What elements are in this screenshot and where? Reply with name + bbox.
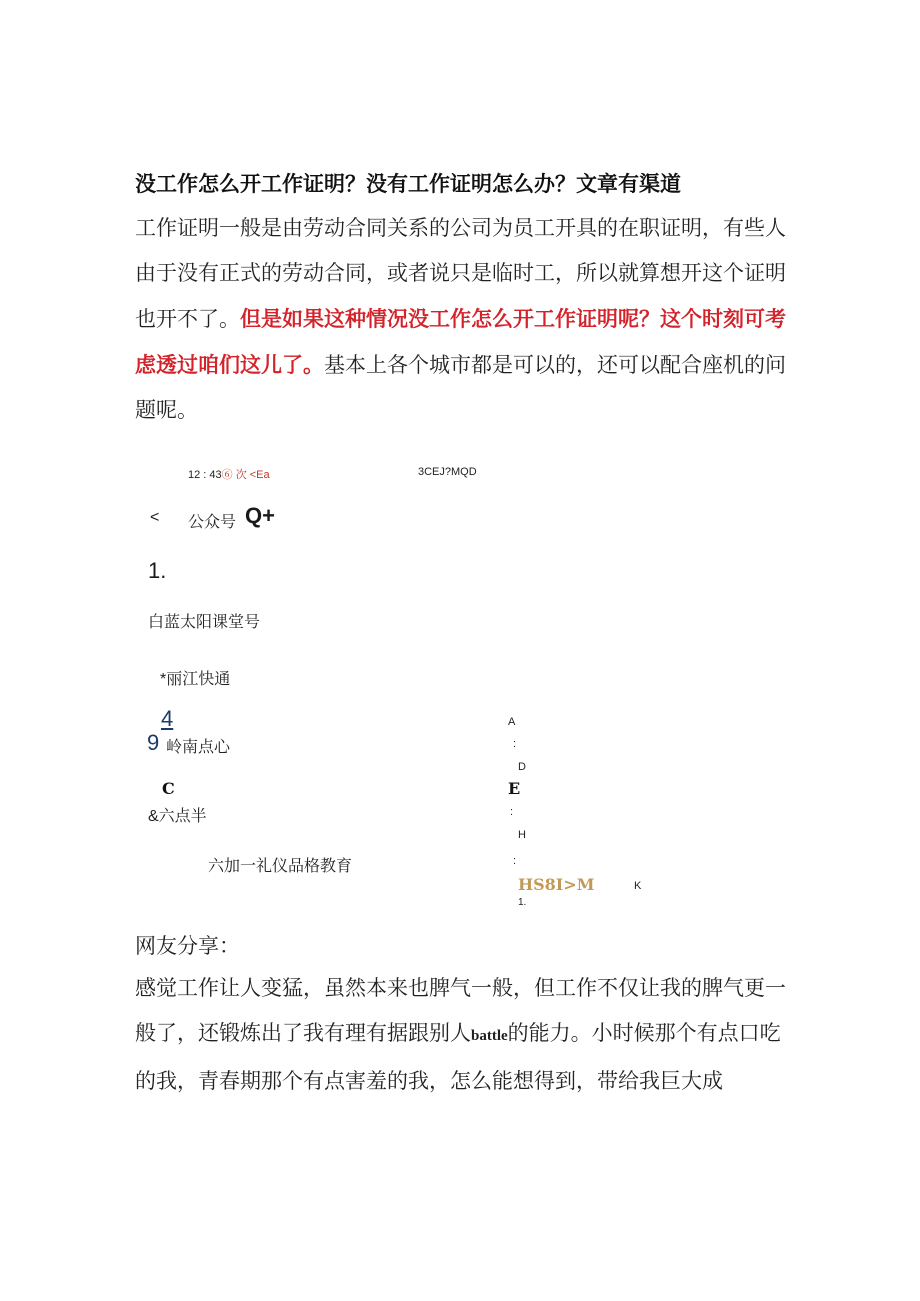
share-text: 感觉工作让人变猛，虽然本来也脾气一般，但工作不仅让我的脾气更一般了，还锻炼出了我有理有据跟别人 [135, 976, 786, 1045]
index-letter-k[interactable]: K [634, 880, 642, 892]
intro-text: 工作证明一般是由劳动合同关系的公司为员工开具的在职证明，有些人由于没有正式的劳动合同，或者说只是临时工，所以就算想开这个证明也开不了。 [135, 216, 786, 331]
status-time: 12 : 43 [188, 469, 222, 481]
share-paragraph [135, 966, 790, 1104]
index-letter-h[interactable]: H [518, 829, 526, 841]
index-number-1: 1. [518, 897, 527, 908]
account-item-3[interactable]: 岭南点心 [166, 739, 231, 756]
article-title: 没工作怎么开工作证明？没有工作证明怎么办？文章有渠道 [135, 171, 681, 196]
index-colon-3: : [513, 855, 517, 867]
index-colon-1: : [513, 738, 517, 750]
index-letter-e[interactable]: E [508, 779, 521, 798]
account-item-4[interactable]: &六点半 [148, 808, 207, 825]
index-colon-2: : [510, 806, 514, 818]
status-right: 3CEJ?MQD [418, 466, 477, 478]
search-add-icon[interactable]: Q+ [245, 503, 275, 528]
list-number: 1. [148, 558, 167, 583]
account-item-1[interactable]: 白蓝太阳课堂号 [148, 614, 261, 631]
intro-text-end: 基本上各个城市都是可以的，还可以配合座机的问题呢。 [135, 353, 786, 422]
status-bar [188, 466, 270, 482]
share-english-word: battle [471, 1028, 508, 1044]
share-text-end: 的能力。小时候那个有点口吃的我，青春期那个有点害羞的我，怎么能想得到，带给我巨大成 [135, 1021, 781, 1093]
account-item-5[interactable]: 六加一礼仪品格教育 [208, 858, 353, 875]
index-letter-d[interactable]: D [518, 761, 526, 773]
intro-paragraph [135, 206, 790, 433]
intro-highlight: 但是如果这种情况没工作怎么开工作证明呢？这个时刻可考虑透过咱们这儿了。 [135, 306, 786, 377]
header-title: 公众号 [188, 514, 237, 531]
section-letter-c: C [162, 779, 175, 798]
status-icons: ⑥ 次 <Ea [221, 469, 270, 481]
index-letter-a[interactable]: A [508, 716, 516, 728]
share-label: 网友分享： [135, 934, 240, 958]
avatar-number-9: 9 [147, 730, 160, 755]
account-item-2[interactable]: *丽江快通 [160, 671, 231, 688]
back-icon[interactable]: < [150, 509, 160, 526]
index-letters-hs[interactable]: HS8I>M [518, 875, 595, 894]
avatar-number-4: 4 [161, 706, 174, 731]
